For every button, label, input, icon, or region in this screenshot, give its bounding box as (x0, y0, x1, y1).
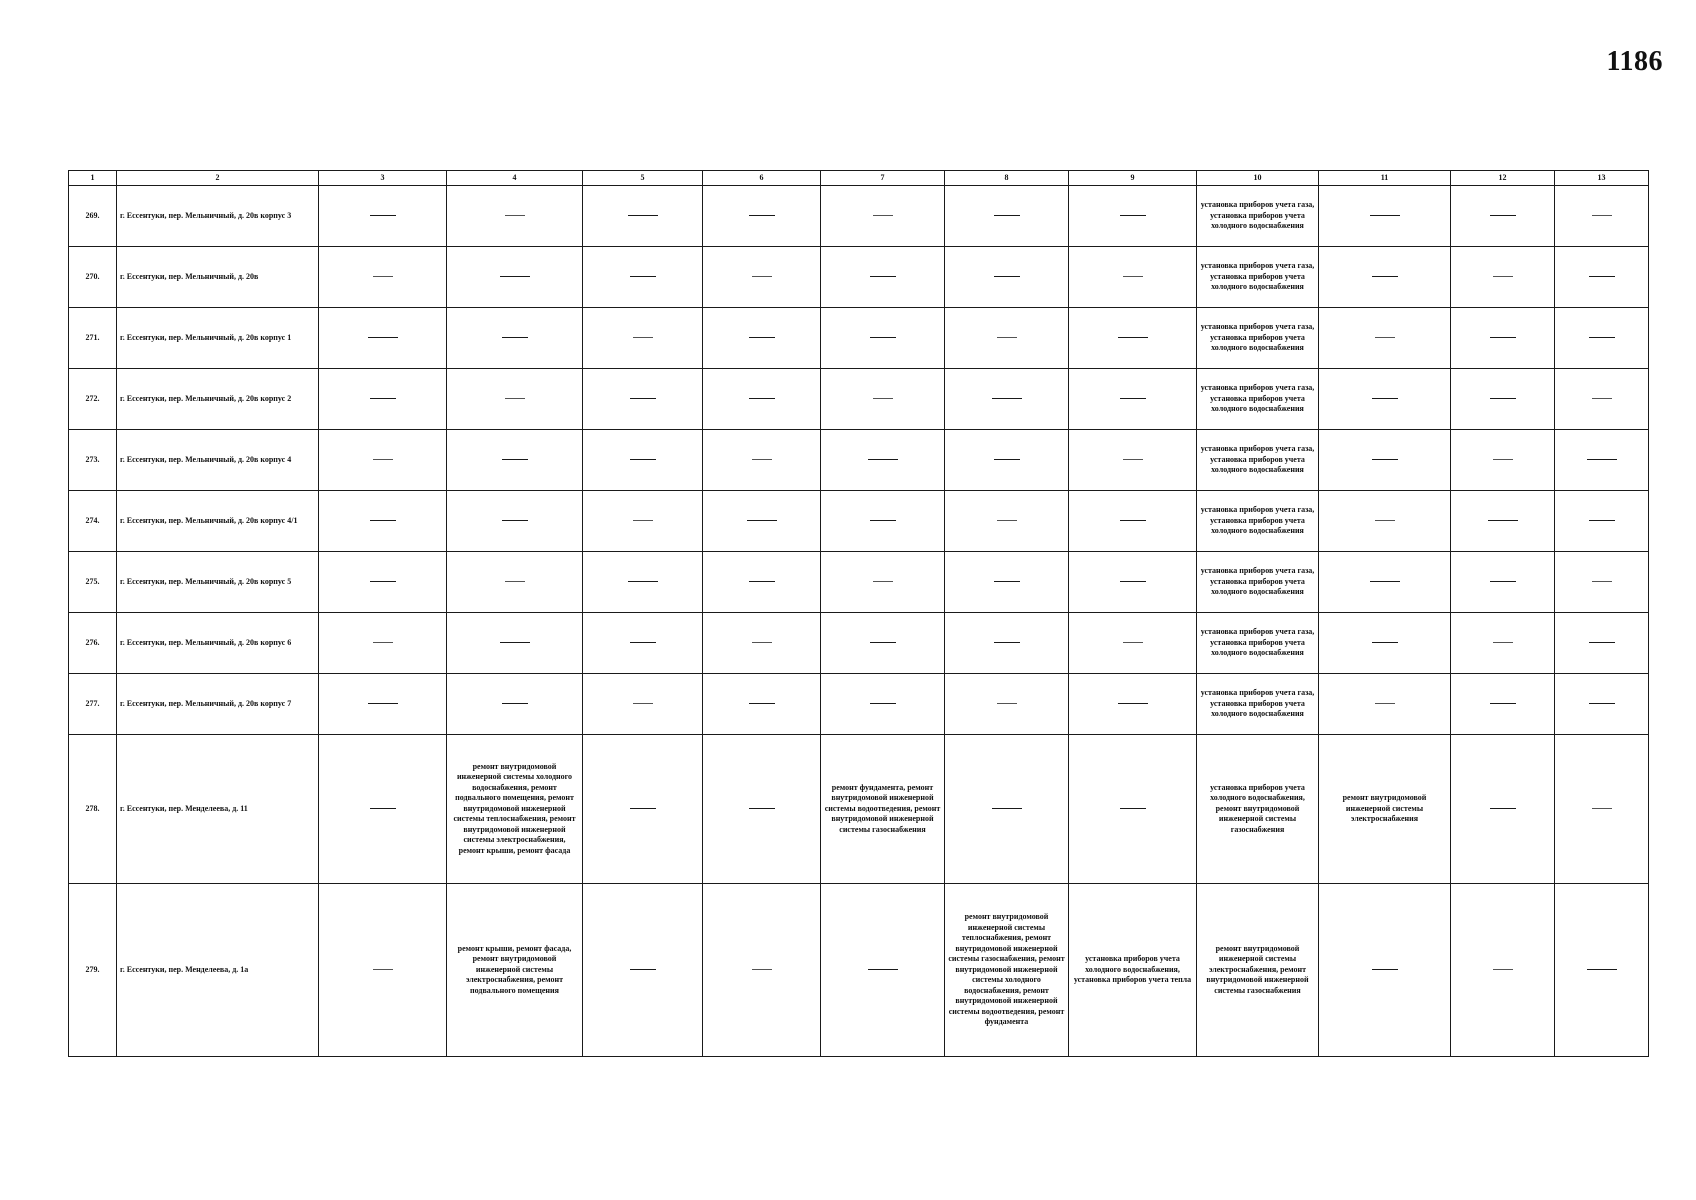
address-cell: г. Ессентуки, пер. Мельничный, д. 20в корпус 4/1 (117, 491, 319, 552)
row-number: 278. (69, 735, 117, 884)
empty-dash-cell (945, 491, 1069, 552)
dash-mark (997, 703, 1017, 704)
table-row (69, 430, 1649, 491)
dash-mark (1123, 459, 1143, 460)
empty-dash-cell (1319, 186, 1451, 247)
empty-dash-cell (583, 186, 703, 247)
dash-mark (630, 808, 656, 809)
dash-mark (1490, 703, 1516, 704)
dash-mark (630, 969, 656, 970)
column-number: 9 (1069, 171, 1197, 186)
address-cell: г. Ессентуки, пер. Мельничный, д. 20в корпус 7 (117, 674, 319, 735)
empty-dash-cell (319, 884, 447, 1057)
work-description-cell: ремонт внутридомовой инженерной системы электроснабжения (1319, 735, 1451, 884)
empty-dash-cell (319, 552, 447, 613)
work-description-cell: установка приборов учета холодного водоснабжения, ремонт внутридомовой инженерной системы газоснабжения (1197, 735, 1319, 884)
empty-dash-cell (1069, 308, 1197, 369)
empty-dash-cell (1555, 735, 1649, 884)
empty-dash-cell (945, 369, 1069, 430)
empty-dash-cell (1319, 308, 1451, 369)
empty-dash-cell (583, 247, 703, 308)
empty-dash-cell (945, 552, 1069, 613)
dash-mark (1592, 215, 1612, 216)
address-cell: г. Ессентуки, пер. Мельничный, д. 20в корпус 1 (117, 308, 319, 369)
dash-mark (870, 337, 896, 338)
empty-dash-cell (821, 552, 945, 613)
empty-dash-cell (447, 308, 583, 369)
table-row (69, 735, 1649, 884)
empty-dash-cell (1319, 552, 1451, 613)
table-row (69, 308, 1649, 369)
empty-dash-cell (1069, 674, 1197, 735)
dash-mark (370, 520, 396, 521)
empty-dash-cell (821, 613, 945, 674)
column-number: 13 (1555, 171, 1649, 186)
dash-mark (370, 808, 396, 809)
address-cell: г. Ессентуки, пер. Менделеева, д. 1а (117, 884, 319, 1057)
empty-dash-cell (1555, 247, 1649, 308)
empty-dash-cell (821, 308, 945, 369)
address-cell: г. Ессентуки, пер. Мельничный, д. 20в (117, 247, 319, 308)
empty-dash-cell (1319, 613, 1451, 674)
dash-mark (994, 459, 1020, 460)
work-description-cell: ремонт фундамента, ремонт внутридомовой инженерной системы водоотведения, ремонт внутридомовой инженерной системы газоснабжения (821, 735, 945, 884)
dash-mark (1589, 337, 1615, 338)
dash-mark (373, 642, 393, 643)
row-number: 274. (69, 491, 117, 552)
dash-mark (1375, 337, 1395, 338)
dash-mark (1120, 398, 1146, 399)
empty-dash-cell (319, 613, 447, 674)
dash-mark (630, 459, 656, 460)
work-description-cell: установка приборов учета газа, установка приборов учета холодного водоснабжения (1197, 491, 1319, 552)
empty-dash-cell (583, 308, 703, 369)
dash-mark (1123, 276, 1143, 277)
dash-mark (1123, 642, 1143, 643)
dash-mark (1589, 642, 1615, 643)
empty-dash-cell (1451, 884, 1555, 1057)
dash-mark (1490, 808, 1516, 809)
dash-mark (502, 459, 528, 460)
dash-mark (370, 581, 396, 582)
dash-mark (1490, 581, 1516, 582)
empty-dash-cell (821, 674, 945, 735)
dash-mark (749, 581, 775, 582)
empty-dash-cell (1451, 552, 1555, 613)
empty-dash-cell (447, 491, 583, 552)
empty-dash-cell (1555, 369, 1649, 430)
empty-dash-cell (821, 491, 945, 552)
dash-mark (370, 215, 396, 216)
row-number: 269. (69, 186, 117, 247)
empty-dash-cell (1555, 613, 1649, 674)
empty-dash-cell (1069, 247, 1197, 308)
row-number: 275. (69, 552, 117, 613)
column-number: 2 (117, 171, 319, 186)
column-number: 6 (703, 171, 821, 186)
table-row (69, 884, 1649, 1057)
dash-mark (1587, 969, 1617, 970)
table-row (69, 674, 1649, 735)
empty-dash-cell (583, 674, 703, 735)
empty-dash-cell (583, 552, 703, 613)
empty-dash-cell (583, 613, 703, 674)
empty-dash-cell (1069, 613, 1197, 674)
dash-mark (630, 276, 656, 277)
dash-mark (873, 581, 893, 582)
empty-dash-cell (1069, 491, 1197, 552)
empty-dash-cell (319, 491, 447, 552)
dash-mark (1372, 276, 1398, 277)
dash-mark (505, 215, 525, 216)
dash-mark (870, 276, 896, 277)
dash-mark (1120, 581, 1146, 582)
dash-mark (505, 581, 525, 582)
dash-mark (628, 581, 658, 582)
dash-mark (1372, 642, 1398, 643)
empty-dash-cell (945, 247, 1069, 308)
empty-dash-cell (1319, 491, 1451, 552)
empty-dash-cell (1555, 674, 1649, 735)
empty-dash-cell (945, 674, 1069, 735)
column-number: 12 (1451, 171, 1555, 186)
dash-mark (1488, 520, 1518, 521)
dash-mark (1490, 215, 1516, 216)
dash-mark (752, 276, 772, 277)
dash-mark (1118, 703, 1148, 704)
dash-mark (992, 398, 1022, 399)
dash-mark (1375, 703, 1395, 704)
address-cell: г. Ессентуки, пер. Мельничный, д. 20в корпус 3 (117, 186, 319, 247)
empty-dash-cell (1451, 247, 1555, 308)
empty-dash-cell (821, 369, 945, 430)
work-description-cell: ремонт крыши, ремонт фасада, ремонт внутридомовой инженерной системы электроснабжения, ремонт подвального помещения (447, 884, 583, 1057)
dash-mark (1493, 642, 1513, 643)
dash-mark (873, 398, 893, 399)
address-cell: г. Ессентуки, пер. Мельничный, д. 20в корпус 4 (117, 430, 319, 491)
dash-mark (749, 398, 775, 399)
work-description-cell: ремонт внутридомовой инженерной системы электроснабжения, ремонт внутридомовой инженерной системы газоснабжения (1197, 884, 1319, 1057)
empty-dash-cell (703, 369, 821, 430)
row-number: 279. (69, 884, 117, 1057)
dash-mark (373, 969, 393, 970)
dash-mark (749, 337, 775, 338)
column-number: 7 (821, 171, 945, 186)
empty-dash-cell (447, 247, 583, 308)
table-row (69, 552, 1649, 613)
empty-dash-cell (1555, 884, 1649, 1057)
empty-dash-cell (1319, 369, 1451, 430)
dash-mark (633, 703, 653, 704)
empty-dash-cell (583, 369, 703, 430)
empty-dash-cell (1451, 613, 1555, 674)
empty-dash-cell (447, 369, 583, 430)
empty-dash-cell (945, 613, 1069, 674)
empty-dash-cell (319, 430, 447, 491)
empty-dash-cell (319, 308, 447, 369)
table-row (69, 613, 1649, 674)
empty-dash-cell (945, 308, 1069, 369)
dash-mark (500, 276, 530, 277)
row-number: 270. (69, 247, 117, 308)
row-number: 273. (69, 430, 117, 491)
empty-dash-cell (703, 613, 821, 674)
empty-dash-cell (447, 552, 583, 613)
empty-dash-cell (1451, 491, 1555, 552)
empty-dash-cell (1555, 552, 1649, 613)
dash-mark (1372, 969, 1398, 970)
empty-dash-cell (1555, 430, 1649, 491)
empty-dash-cell (447, 186, 583, 247)
dash-mark (870, 642, 896, 643)
dash-mark (994, 276, 1020, 277)
row-number: 276. (69, 613, 117, 674)
dash-mark (749, 808, 775, 809)
dash-mark (992, 808, 1022, 809)
empty-dash-cell (583, 430, 703, 491)
dash-mark (752, 642, 772, 643)
empty-dash-cell (945, 186, 1069, 247)
empty-dash-cell (1555, 491, 1649, 552)
row-number: 272. (69, 369, 117, 430)
empty-dash-cell (1451, 369, 1555, 430)
table-row (69, 186, 1649, 247)
dash-mark (368, 703, 398, 704)
dash-mark (1493, 276, 1513, 277)
row-number: 271. (69, 308, 117, 369)
empty-dash-cell (1451, 430, 1555, 491)
dash-mark (868, 969, 898, 970)
empty-dash-cell (319, 186, 447, 247)
dash-mark (628, 215, 658, 216)
dash-mark (1493, 969, 1513, 970)
dash-mark (752, 459, 772, 460)
work-description-cell: установка приборов учета газа, установка приборов учета холодного водоснабжения (1197, 613, 1319, 674)
empty-dash-cell (1555, 186, 1649, 247)
empty-dash-cell (703, 308, 821, 369)
dash-mark (1372, 459, 1398, 460)
dash-mark (749, 215, 775, 216)
table-row (69, 247, 1649, 308)
work-description-cell: ремонт внутридомовой инженерной системы холодного водоснабжения, ремонт подвального помещения, ремонт внутридомовой инженерной системы теплоснабжения, ремонт внутридомовой инженерной системы электроснабжения, ремонт крыши, ремонт фасада (447, 735, 583, 884)
dash-mark (994, 581, 1020, 582)
dash-mark (1589, 703, 1615, 704)
dash-mark (868, 459, 898, 460)
empty-dash-cell (821, 247, 945, 308)
dash-mark (502, 520, 528, 521)
dash-mark (630, 398, 656, 399)
dash-mark (630, 642, 656, 643)
dash-mark (502, 703, 528, 704)
empty-dash-cell (1451, 735, 1555, 884)
column-number-row (69, 171, 1649, 186)
dash-mark (994, 642, 1020, 643)
work-description-cell: установка приборов учета газа, установка приборов учета холодного водоснабжения (1197, 186, 1319, 247)
empty-dash-cell (703, 552, 821, 613)
dash-mark (1592, 581, 1612, 582)
work-description-cell: установка приборов учета газа, установка приборов учета холодного водоснабжения (1197, 552, 1319, 613)
dash-mark (870, 520, 896, 521)
empty-dash-cell (703, 884, 821, 1057)
dash-mark (1592, 398, 1612, 399)
work-description-cell: установка приборов учета газа, установка приборов учета холодного водоснабжения (1197, 430, 1319, 491)
column-number: 10 (1197, 171, 1319, 186)
dash-mark (997, 520, 1017, 521)
column-number: 8 (945, 171, 1069, 186)
work-description-cell: установка приборов учета газа, установка приборов учета холодного водоснабжения (1197, 308, 1319, 369)
dash-mark (1592, 808, 1612, 809)
dash-mark (1370, 581, 1400, 582)
work-description-cell: установка приборов учета холодного водоснабжения, установка приборов учета тепла (1069, 884, 1197, 1057)
table-body (69, 171, 1649, 1057)
empty-dash-cell (583, 491, 703, 552)
empty-dash-cell (319, 674, 447, 735)
dash-mark (373, 459, 393, 460)
column-number: 5 (583, 171, 703, 186)
empty-dash-cell (583, 735, 703, 884)
empty-dash-cell (1319, 430, 1451, 491)
dash-mark (633, 337, 653, 338)
dash-mark (1490, 398, 1516, 399)
dash-mark (749, 703, 775, 704)
work-description-cell: ремонт внутридомовой инженерной системы теплоснабжения, ремонт внутридомовой инженерной системы газоснабжения, ремонт внутридомовой инженерной системы холодного водоснабжения, ремонт внутридомовой инженерной системы водоотведения, ремонт фундамента (945, 884, 1069, 1057)
empty-dash-cell (1451, 308, 1555, 369)
work-description-cell: установка приборов учета газа, установка приборов учета холодного водоснабжения (1197, 369, 1319, 430)
dash-mark (1118, 337, 1148, 338)
dash-mark (1589, 276, 1615, 277)
page-number: 1186 (1606, 46, 1663, 77)
table-row (69, 491, 1649, 552)
dash-mark (1120, 808, 1146, 809)
work-description-cell: установка приборов учета газа, установка приборов учета холодного водоснабжения (1197, 674, 1319, 735)
repair-schedule-table (68, 170, 1649, 1057)
empty-dash-cell (703, 186, 821, 247)
dash-mark (1493, 459, 1513, 460)
dash-mark (1120, 520, 1146, 521)
dash-mark (873, 215, 893, 216)
empty-dash-cell (1069, 369, 1197, 430)
empty-dash-cell (703, 247, 821, 308)
dash-mark (870, 703, 896, 704)
empty-dash-cell (319, 369, 447, 430)
work-description-cell: установка приборов учета газа, установка приборов учета холодного водоснабжения (1197, 247, 1319, 308)
empty-dash-cell (945, 735, 1069, 884)
dash-mark (1587, 459, 1617, 460)
empty-dash-cell (583, 884, 703, 1057)
dash-mark (505, 398, 525, 399)
empty-dash-cell (703, 430, 821, 491)
empty-dash-cell (1451, 186, 1555, 247)
empty-dash-cell (1451, 674, 1555, 735)
empty-dash-cell (319, 247, 447, 308)
empty-dash-cell (1069, 186, 1197, 247)
dash-mark (368, 337, 398, 338)
dash-mark (747, 520, 777, 521)
dash-mark (1375, 520, 1395, 521)
column-number: 1 (69, 171, 117, 186)
dash-mark (752, 969, 772, 970)
empty-dash-cell (1319, 884, 1451, 1057)
dash-mark (1490, 337, 1516, 338)
address-cell: г. Ессентуки, пер. Мельничный, д. 20в корпус 5 (117, 552, 319, 613)
empty-dash-cell (1319, 247, 1451, 308)
address-cell: г. Ессентуки, пер. Менделеева, д. 11 (117, 735, 319, 884)
column-number: 11 (1319, 171, 1451, 186)
empty-dash-cell (1069, 735, 1197, 884)
dash-mark (1120, 215, 1146, 216)
empty-dash-cell (1319, 674, 1451, 735)
dash-mark (633, 520, 653, 521)
empty-dash-cell (447, 613, 583, 674)
address-cell: г. Ессентуки, пер. Мельничный, д. 20в корпус 6 (117, 613, 319, 674)
address-cell: г. Ессентуки, пер. Мельничный, д. 20в корпус 2 (117, 369, 319, 430)
dash-mark (997, 337, 1017, 338)
dash-mark (370, 398, 396, 399)
empty-dash-cell (1555, 308, 1649, 369)
column-number: 4 (447, 171, 583, 186)
empty-dash-cell (319, 735, 447, 884)
dash-mark (500, 642, 530, 643)
dash-mark (994, 215, 1020, 216)
dash-mark (1589, 520, 1615, 521)
empty-dash-cell (1069, 430, 1197, 491)
empty-dash-cell (703, 491, 821, 552)
dash-mark (502, 337, 528, 338)
column-number: 3 (319, 171, 447, 186)
empty-dash-cell (447, 674, 583, 735)
empty-dash-cell (447, 430, 583, 491)
empty-dash-cell (1069, 552, 1197, 613)
empty-dash-cell (821, 186, 945, 247)
empty-dash-cell (821, 884, 945, 1057)
table-row (69, 369, 1649, 430)
row-number: 277. (69, 674, 117, 735)
dash-mark (373, 276, 393, 277)
empty-dash-cell (821, 430, 945, 491)
empty-dash-cell (703, 735, 821, 884)
empty-dash-cell (945, 430, 1069, 491)
empty-dash-cell (703, 674, 821, 735)
dash-mark (1370, 215, 1400, 216)
dash-mark (1372, 398, 1398, 399)
